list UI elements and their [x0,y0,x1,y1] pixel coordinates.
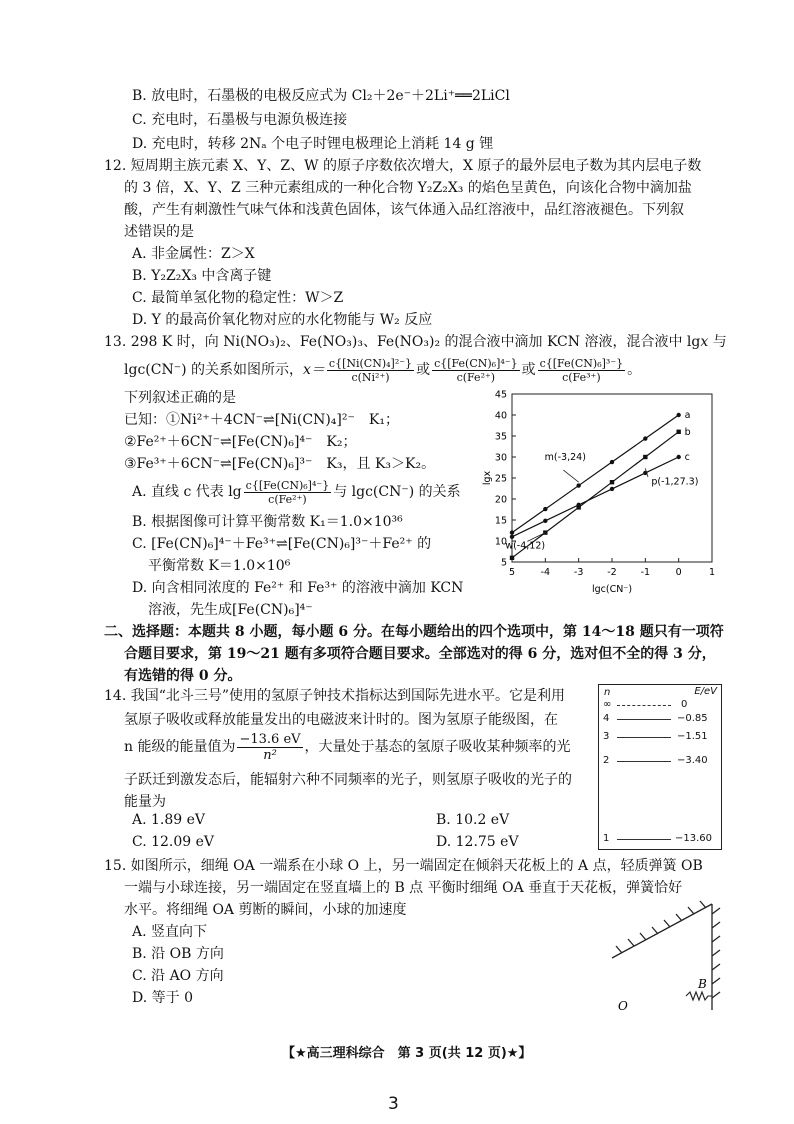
energy-header-e: E/eV [694,686,717,697]
q13-option-d-line1: D. 向含相同浓度的 Fe²⁺ 和 Fe³⁺ 的溶液中滴加 KCN [132,580,464,596]
q12-stem-line1: 12. 短周期主族元素 X、Y、Z、W 的原子序数依次增大，X 原子的最外层电子数为其内层电子数 [104,158,702,174]
q13-end: 。 [627,362,642,378]
series-point-c [510,535,514,539]
q13-known-eq2: ②Fe²⁺＋6CN⁻⇌[Fe(CN)₆]⁴⁻ K₂； [124,434,357,450]
series-point-a [676,413,680,417]
q13-fraction-fe3 [538,357,626,384]
q13-stem-line3: 下列叙述正确的是 [124,390,236,406]
series-line-b [512,432,679,558]
q13-known-eq3: ③Fe³⁺＋6CN⁻⇌[Fe(CN)₆]³⁻ K₃，且 K₃＞K₂。 [124,456,436,472]
q12-stem-line4: 述错误的是 [124,224,194,240]
q13-chart [472,388,722,613]
energy-level-n: 2 [603,755,610,766]
page-number: 3 [388,1094,399,1114]
q12-stem-line2: 的 3 倍，X、Y、Z 三种元素组成的一种化合物 Y₂Z₂X₃ 的焰色呈黄色，向该化合物中滴加盐 [124,180,692,196]
q13-stem-lead: lgc(CN⁻) 的关系如图所示， [124,362,304,378]
section2-line1: 二、选择题：本题共 8 小题，每小题 6 分。在每小题给出的四个选项中，第 14～18 题只有一项符 [104,624,724,640]
y-tick-label: 35 [494,431,507,443]
q13-option-a [132,478,461,506]
annotation-label: p(-1,27.3) [651,476,699,488]
y-tick-label: 40 [494,410,507,422]
q14-option-b: B. 10.2 eV [436,812,510,828]
annotation-pointer [563,470,578,482]
y-tick-label: 15 [494,515,507,527]
section2-line2: 合题目要求，第 19～21 题有多项符合题目要求。全部选对的得 6 分，选对但不全的得 3 分， [124,646,716,662]
q13-frac2-den: c(Fe²⁺) [456,370,496,384]
series-point-c [543,519,547,523]
series-point-c [576,503,580,507]
energy-level-n: 3 [603,731,610,742]
x-tick-label: 1 [708,567,716,578]
x-tick-label: 0 [675,567,682,578]
q12-option-b: B. Y₂Z₂X₃ 中含离子键 [132,268,272,284]
section2-line3: 有选错的得 0 分。 [124,668,242,684]
y-tick-label: 30 [494,452,507,464]
series-point-c [610,487,614,491]
annotation-label: m(-3,24) [544,452,586,464]
q14-option-d: D. 12.75 eV [436,834,519,850]
q13-option-d-line2: 溶液，先生成[Fe(CN)₆]⁴⁻ [148,602,313,618]
y-tick-label: 20 [494,494,507,506]
q15-stem-line2: 一端与小球连接，另一端固定在竖直墙上的 B 点 平衡时细绳 OA 垂直于天花板，弹簧恰好 [124,880,683,896]
series-label-c: c [684,452,690,463]
q15-option-d: D. 等于 0 [132,990,193,1006]
q13-or2: 或 [521,362,536,378]
q13-option-c-line1: C. [Fe(CN)₆]⁴⁻＋Fe³⁺⇌[Fe(CN)₆]³⁻＋Fe²⁺ 的 [132,536,432,552]
q13-frac3-num: c{[Fe(CN)₆]³⁻} [539,356,624,370]
chart-marks [505,410,698,560]
energy-level-row [599,833,721,845]
q13-x-eq: x＝ [303,362,325,378]
q13-opta-den: c(Fe²⁺) [268,492,307,506]
y-tick-label: 10 [494,536,507,548]
energy-level-e: −13.60 [675,833,713,844]
q14-stem3-post: ，大量处于基态的氢原子吸收某种频率的光 [304,739,571,755]
series-point-a [543,507,547,511]
q15-option-b: B. 沿 OB 方向 [132,946,224,962]
q14-stem-line3 [124,730,571,764]
q13-or1: 或 [416,362,431,378]
series-point-b [676,430,680,434]
q13-frac2-num: c{[Fe(CN)₆]⁴⁻} [434,356,518,370]
q13-stem-line2 [124,356,641,384]
q15-stem-line3: 水平。将细绳 OA 剪断的瞬间，小球的加速度 [124,902,407,918]
y-tick-label: 25 [494,473,507,485]
x-tick-label: -1 [640,567,651,578]
q14-energy-fraction [237,732,302,763]
q14-frac-num: −13.6 eV [239,731,301,747]
series-line-a [512,415,679,533]
series-line-c [512,457,679,537]
series-point-b [610,480,614,484]
q13-frac1-den: c(Ni²⁺) [351,370,390,384]
q14-stem3-pre: n 能级的能量值为 [124,739,236,755]
energy-header-n: n [604,687,611,698]
page-footer: 【★高三理科综合 第 3 页(共 12 页)★】 [282,1046,532,1061]
q13-opta-post: 与 lgc(CN⁻) 的关系 [333,484,461,500]
energy-level-n: 1 [603,833,610,844]
annotation-label: w(-4,12) [505,540,546,552]
energy-level-n: ∞ [603,699,612,710]
q13-option-b: B. 根据图像可计算平衡常数 K₁＝1.0×10³⁶ [132,514,403,530]
x-axis-label: lgc(CN⁻) [591,584,633,595]
series-label-b: b [684,426,691,438]
energy-level-row [599,755,721,767]
energy-level-line [617,761,671,762]
q13-fraction-fe2 [432,357,520,384]
q15-stem-line1: 15. 如图所示，细绳 OA 一端系在小球 O 上，另一端固定在倾斜天花板上的 A 点，轻质弹簧 OB [104,858,703,874]
fig-label-b: B [698,977,707,991]
series-point-b [510,556,514,560]
q12-option-a: A. 非金属性：Z＞X [132,246,255,262]
q15-figure [600,898,730,1018]
x-tick-label: -4 [540,567,551,578]
x-tick-label: -3 [573,567,584,578]
q14-stem-line2: 氢原子吸收或释放能量发出的电磁波来计时的。图为氢原子能级图，在 [124,712,558,728]
tilted-ceiling [612,901,712,958]
q13-known-eq1: 已知：①Ni²⁺＋4CN⁻⇌[Ni(CN)₄]²⁻ K₁； [124,412,399,428]
series-point-c [676,455,680,459]
energy-level-line [617,737,671,738]
fig-label-o: O [618,999,628,1013]
energy-level-e: −1.51 [677,731,708,742]
x-tick-label: -2 [607,567,617,578]
q11-option-c: C. 充电时，石墨极与电源负极连接 [132,112,348,128]
q15-option-a: A. 竖直向下 [132,924,208,940]
q12-option-c: C. 最简单氢化物的稳定性：W＞Z [132,290,344,306]
energy-level-diagram [598,684,722,850]
series-label-a: a [684,410,691,421]
vertical-wall [712,904,720,1010]
q14-stem-line5: 能量为 [124,794,166,810]
series-point-a [510,530,514,534]
q11-option-d: D. 充电时，转移 2Nₐ 个电子时锂电极理论上消耗 14 g 锂 [132,136,494,152]
series-point-a [610,460,614,464]
q13-opta-num: c{[Fe(CN)₆]⁴⁻} [245,478,330,492]
q15-option-c: C. 沿 AO 方向 [132,968,224,984]
y-tick-label: 5 [500,557,507,569]
energy-level-e: 0 [681,699,688,710]
q12-stem-line3: 酸，产生有刺激性气味气体和浅黄色固体，该气体通入品红溶液中，品红溶液褪色。下列叙 [124,202,684,218]
q14-option-c: C. 12.09 eV [132,834,215,850]
q11-option-b: B. 放电时，石墨极的电极反应式为 Cl₂＋2e⁻＋2Li⁺══2LiCl [132,88,510,104]
q12-option-d: D. Y 的最高价氧化物对应的水化物能与 W₂ 反应 [132,312,433,328]
energy-level-n: 4 [603,713,610,724]
energy-level-e: −0.85 [677,713,708,724]
energy-level-line [617,705,671,706]
spring [686,992,712,1000]
x-tick-label: 5 [508,567,516,578]
q14-stem-line1: 14. 我国“北斗三号”使用的氢原子钟技术指标达到国际先进水平。它是利用 [104,688,566,704]
y-tick-label: 45 [494,389,507,401]
y-axis-label: lgx [482,470,493,486]
q13-fraction-ni [327,357,414,384]
q13-stem-line1: 13. 298 K 时，向 Ni(NO₃)₂、Fe(NO₃)₃、Fe(NO₃)₂ 的混合液中滴加 KCN 溶液，混合液中 lg𝑥 与 [104,334,727,350]
q14-stem-line4: 子跃迁到激发态后，能辐射六种不同频率的光子，则氢原子吸收的光子的 [124,772,572,788]
q14-option-a: A. 1.89 eV [132,812,206,828]
energy-level-row [599,713,721,725]
energy-level-row [599,731,721,743]
series-point-a [643,436,647,440]
series-point-a [576,483,580,487]
q13-opta-fraction [244,479,332,506]
q13-frac1-num: c{[Ni(CN)₄]²⁻} [328,356,413,370]
q13-frac3-den: c(Fe³⁺) [562,370,601,384]
q14-frac-den: n² [263,747,277,763]
q13-option-c-line2: 平衡常数 K＝1.0×10⁶ [148,558,291,574]
series-point-b [643,455,647,459]
energy-level-line [617,719,671,720]
energy-level-row [599,699,721,711]
energy-level-e: −3.40 [677,755,708,766]
energy-level-line [617,839,671,840]
q13-opta-pre: A. 直线 c 代表 lg [132,484,242,500]
